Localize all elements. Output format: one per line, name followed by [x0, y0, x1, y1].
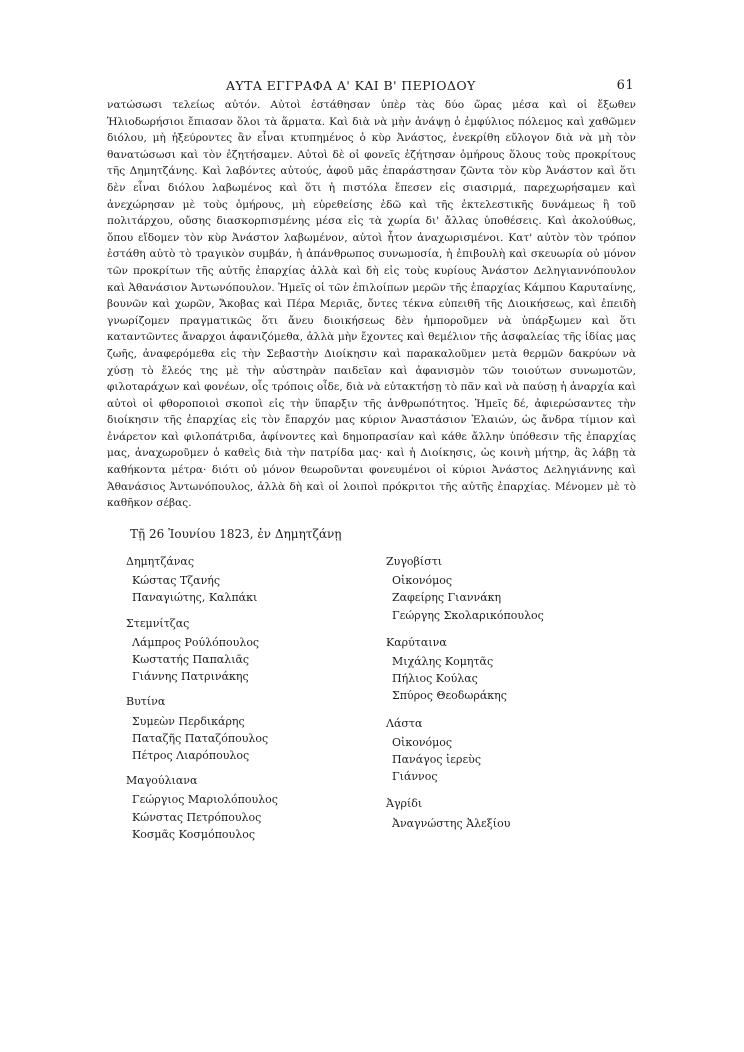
signature-place: Καρύταινα [386, 635, 447, 649]
signature-group [126, 772, 278, 843]
signature-place: Λάστα [386, 716, 423, 730]
signature-group [386, 634, 544, 705]
signature-name: Κώστας Τζανής [132, 574, 221, 588]
signature-name: Οἰκονόμος [392, 735, 453, 749]
signature-group [386, 715, 544, 786]
signature-place: Μαγούλιανα [126, 774, 198, 788]
signature-group [126, 693, 278, 764]
signature-name: Γεώργιος Μαριολόπουλος [132, 793, 278, 807]
signature-name: Κωστατής Παπαλιᾶς [132, 653, 250, 667]
page-number: 61 [616, 78, 634, 93]
signature-name: Πέτρος Λιαρόπουλος [132, 749, 250, 763]
body-paragraph: νατώσωσι τελείως αὐτόν. Αὐτοὶ ἐστάθησαν ὑπὲρ τὰς δύο ὥρας μέσα καὶ οἱ ἔξωθεν Ἡλιοδωρήσιοι ἔπιασαν ὅλοι τὰ ἅρματα. Καὶ διὰ νὰ μὴν ἀνάψῃ ὁ ἐμφύλιος πόλεμος καὶ χαθῶμεν διόλου, μὴ ἠξεύροντες ἂν εἶναι κτυπημένος ὁ κὺρ Ἀνάστος, ἐνεκρίθη εὔλογον διὰ νὰ μὴ τὸν θανατώσωσι καὶ τὸν ἐζητήσαμεν. Αὐτοὶ δὲ οἱ φονεῖς ἐζήτησαν ὁμήρους ὅλους τοὺς προκρίτους τῆς Δημητζάνης. Καὶ λαβόντες αὐτούς, ἀφοῦ μᾶς ἐπαράστησαν ζῶντα τὸν κὺρ Ἀνάστον καὶ ὅτι δὲν εἶναι διόλου λαβωμένος καὶ ὅτι ἡ πιστόλα ἔπεσεν εἰς σιασιρμά, παρεχωρήσαμεν καὶ ἀνεχώρησαν μὲ τοὺς ὁμήρους, μὴ εὑρεθείσης ἐδῶ καὶ τῆς ἐκτελεστικῆς δυνάμεως ἢ τοῦ πολιτάρχου, οὔσης διασκορπισμένης μέσα εἰς τὰ χωρία δι' ἄλλας ὑποθέσεις. Καὶ ἀκολούθως, ὅπου εἴδομεν τὸν κὺρ Ἀνάστον λαβωμένον, αὐτοὶ ἦτον ἀναχωρισμένοι. Κατ' αὐτὸν τὸν τρόπον ἐστάθη αὐτὸ τὸ τραγικὸν συμβάν, ἡ ἀπάνθρωπος συνωμοσία, ἡ ἐπιβουλὴ καὶ σκευωρία οὐ μόνον τῶν προκρίτων τῆς αὐτῆς ἐπαρχίας ἀλλὰ καὶ δὴ εἰς τοὺς κυρίους Ἀνάστον Δεληγιαννόπουλον καὶ Ἀθανάσιον Ἀντωνόπουλον. Ἡμεῖς οἱ τῶν ἐπιλοίπων μερῶν τῆς ἐπαρχίας Κάμπου Καρυταίνης, βουνῶν καὶ χωρῶν, Ἄκοβας καὶ Πέρα Μεριᾶς, ὄντες τέκνα εὐπειθῆ τῆς Διοικήσεως, καὶ ἐπειδὴ γνωρίζομεν πραγματικῶς ὅτι ἄνευ διοικήσεως δὲν ἠμποροῦμεν νὰ ὑπάρξωμεν καὶ ὅτι καταντῶντες ἄναρχοι ἀφανιζόμεθα, ἀλλὰ μὴν ἔχοντες καὶ θεμέλιον τῆς ἀσφαλείας τῆς ἰδίας μας ζωῆς, ἀναφερόμεθα εἰς τὴν Σεβαστὴν Διοίκησιν καὶ παρακαλοῦμεν μετὰ θερμῶν δακρύων νὰ χύσῃ τὸ ἔλεός της μὲ τὴν αὐστηρὰν παιδεῖαν καὶ ἀφανισμὸν τῶν τοιούτων συνωμοτῶν, φιλοταράχων καὶ φονέων, οἷς τρόποις οἶδε, διὰ νὰ εὐτακτήσῃ τὸ πᾶν καὶ νὰ παύσῃ ἡ ἀναρχία καὶ αὐτοὶ οἱ φθοροποιοὶ σκοποὶ εἰς τὴν ὕπαρξιν τῆς ἀνθρωπότητος. Ἡμεῖς δέ, ἀφιερώσαντες τὴν διοίκησιν τῆς ἐπαρχίας εἰς τὸν ἔπαρχόν μας κύριον Ἀναστάσιον Ἐλαιών, ὡς ἄνδρα τίμιον καὶ ἐνάρετον καὶ φιλοπάτριδα, ἀφίνοντες καὶ δημοπρασίαν καὶ κάθε ἄλλην ὑπόθεσιν τῆς ἐπαρχίας μας, ἀναχωροῦμεν ὁ καθεὶς διὰ τὴν πατρίδα μας· καὶ ἡ Διοίκησις, ὡς κοινὴ μήτηρ, ἂς λάβῃ τὰ καθήκοντα μέτρα· διότι οὐ μόνον θεωροῦνται φονευμένοι οἱ κύριοι Ἀνάστος Δεληγιάννης καὶ Ἀθανάσιος Ἀντωνόπουλος, ἀλλὰ δὴ καὶ οἱ λοιποὶ πρόκριτοι τῆς αὐτῆς ἐπαρχίας. Μένομεν μὲ τὸ καθῆκον σέβας. [107, 99, 636, 510]
dateline: Τῇ 26 Ἰουνίου 1823, ἐν Δημητζάνῃ [130, 527, 342, 541]
signature-place: Στεμνίτζας [126, 616, 190, 630]
signature-name: Πήλιος Κούλας [392, 672, 478, 686]
signature-name: Σπύρος Θεοδωράκης [392, 689, 507, 703]
signature-group [386, 553, 544, 624]
signature-place: Ζυγοβίστι [386, 555, 443, 568]
signature-place: Ἀγρίδι [386, 797, 423, 811]
signature-place: Δημητζάνας [126, 555, 195, 568]
signature-group [126, 615, 278, 686]
signatures-left-column [126, 553, 278, 851]
signatures-right-column [386, 553, 544, 842]
signature-name: Λάμπρος Ρούλόπουλος [132, 635, 260, 649]
signature-name: Μιχάλης Κομητᾶς [392, 655, 494, 669]
signature-name: Γιάννης Πατρινάκης [132, 670, 249, 684]
signature-name: Ζαφείρης Γιαννάκη [392, 591, 502, 605]
signature-name: Κοσμᾶς Κοσμόπουλος [132, 827, 255, 841]
signature-name: Παταζῆς Παταζόπουλος [132, 731, 269, 745]
signature-name: Συμεὼν Περδικάρης [132, 714, 245, 728]
signature-name: Οἰκονόμος [392, 574, 453, 588]
signature-place: Βυτίνα [126, 695, 166, 709]
body-text [107, 97, 636, 512]
signature-name: Πανάγος ἱερεὺς [392, 753, 482, 767]
signature-group [386, 795, 544, 831]
signature-name: Παναγιώτης, Καλπάκι [132, 591, 258, 605]
signature-name: Γιάννος [392, 770, 438, 784]
signature-group [126, 553, 278, 607]
signature-name: Γεώργης Σκολαρικόπουλος [392, 608, 544, 622]
signature-name: Κώνστας Πετρόπουλος [132, 810, 262, 824]
signature-name: Ἀναγνώστης Ἀλεξίου [392, 816, 511, 830]
running-head-title: ΑΥΤΑ ΕΓΓΡΑΦΑ Α' ΚΑΙ Β' ΠΕΡΙΟΔΟΥ [226, 78, 476, 93]
